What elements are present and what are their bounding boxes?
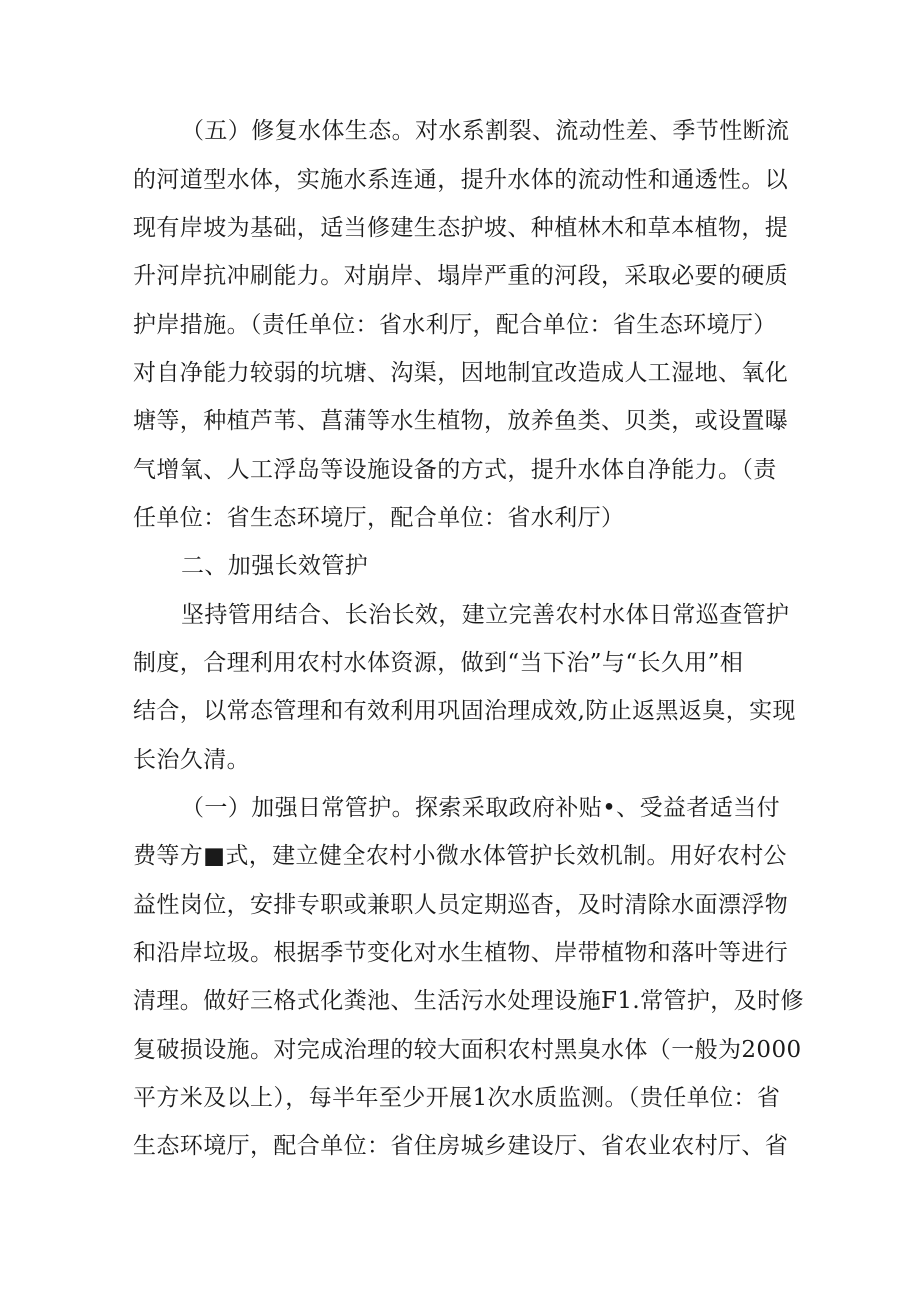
paragraph-line: （五）修复水体生态。对水系割裂、流动性差、季节性断流 [181,118,790,144]
paragraph-line: 坚持管用结合、长治长效，建立完善农村水体日常巡查管护 [181,602,790,628]
paragraph-line: 任单位：省生态环境厅，配合单位：省水利厅） [133,505,625,531]
paragraph-line: 和沿岸垃圾。根据季节变化对水生植物、岸带植物和落叶等进行 [133,940,789,966]
paragraph-line: 气增氧、人工浮岛等设施设备的方式，提升水体自净能力。（责 [133,457,777,483]
paragraph-line: 升河岸抗冲刷能力。对崩岸、塌岸严重的河段，采取必要的硬质 [133,263,789,289]
paragraph-line: 长治久清。 [133,747,250,773]
paragraph-line: 益性岗位，安排专职或兼职人员定期巡杳，及时清除水面漂浮物 [133,892,789,918]
paragraph-line: 塘等，种植芦苇、菖蒲等水生植物，放养鱼类、贝类，或设置曝 [133,408,789,434]
paragraph-line: （一）加强日常管护。探索采取政府补贴•、受益者适当付 [181,795,780,821]
paragraph-line: 制度，合理利用农村水体资源，做到“当下治”与“长久用”相 [133,650,744,676]
paragraph-line: 复破损设施。对完成治理的较大面积农村黑臭水体（一般为2000 [133,1037,802,1063]
paragraph-line: 的河道型水体，实施水系连通，提升水体的流动性和通透性。以 [133,167,789,193]
section-heading: 二、加强长效管护 [181,553,369,579]
paragraph-line: 现有岸坡为基础，适当修建生态护坡、种植林木和草本植物，提 [133,215,789,241]
paragraph-line: 清理。做好三格式化粪池、生活污水处理设施F1.常管护，及时修 [133,988,804,1014]
paragraph-line: 结合，以常态管理和有效利用巩固治理成效,防止返黑返臭，实现 [133,698,796,724]
paragraph-line: 生态环境厅，配合单位：省住房城乡建设厅、省农业农村厅、省 [133,1133,789,1159]
paragraph-line: 对自净能力较弱的坑塘、沟渠，因地制宜改造成人工湿地、氧化 [133,360,789,386]
paragraph-line: 费等方■式，建立健全农村小微水体管护长效机制。用好农村公 [133,843,787,869]
paragraph-line: 平方米及以上），每半年至少开展1次水质监测。（贵任单位：省 [133,1085,781,1111]
paragraph-line: 护岸措施。（责任单位：省水利厅，配合单位：省生态环境厅） [133,312,777,338]
